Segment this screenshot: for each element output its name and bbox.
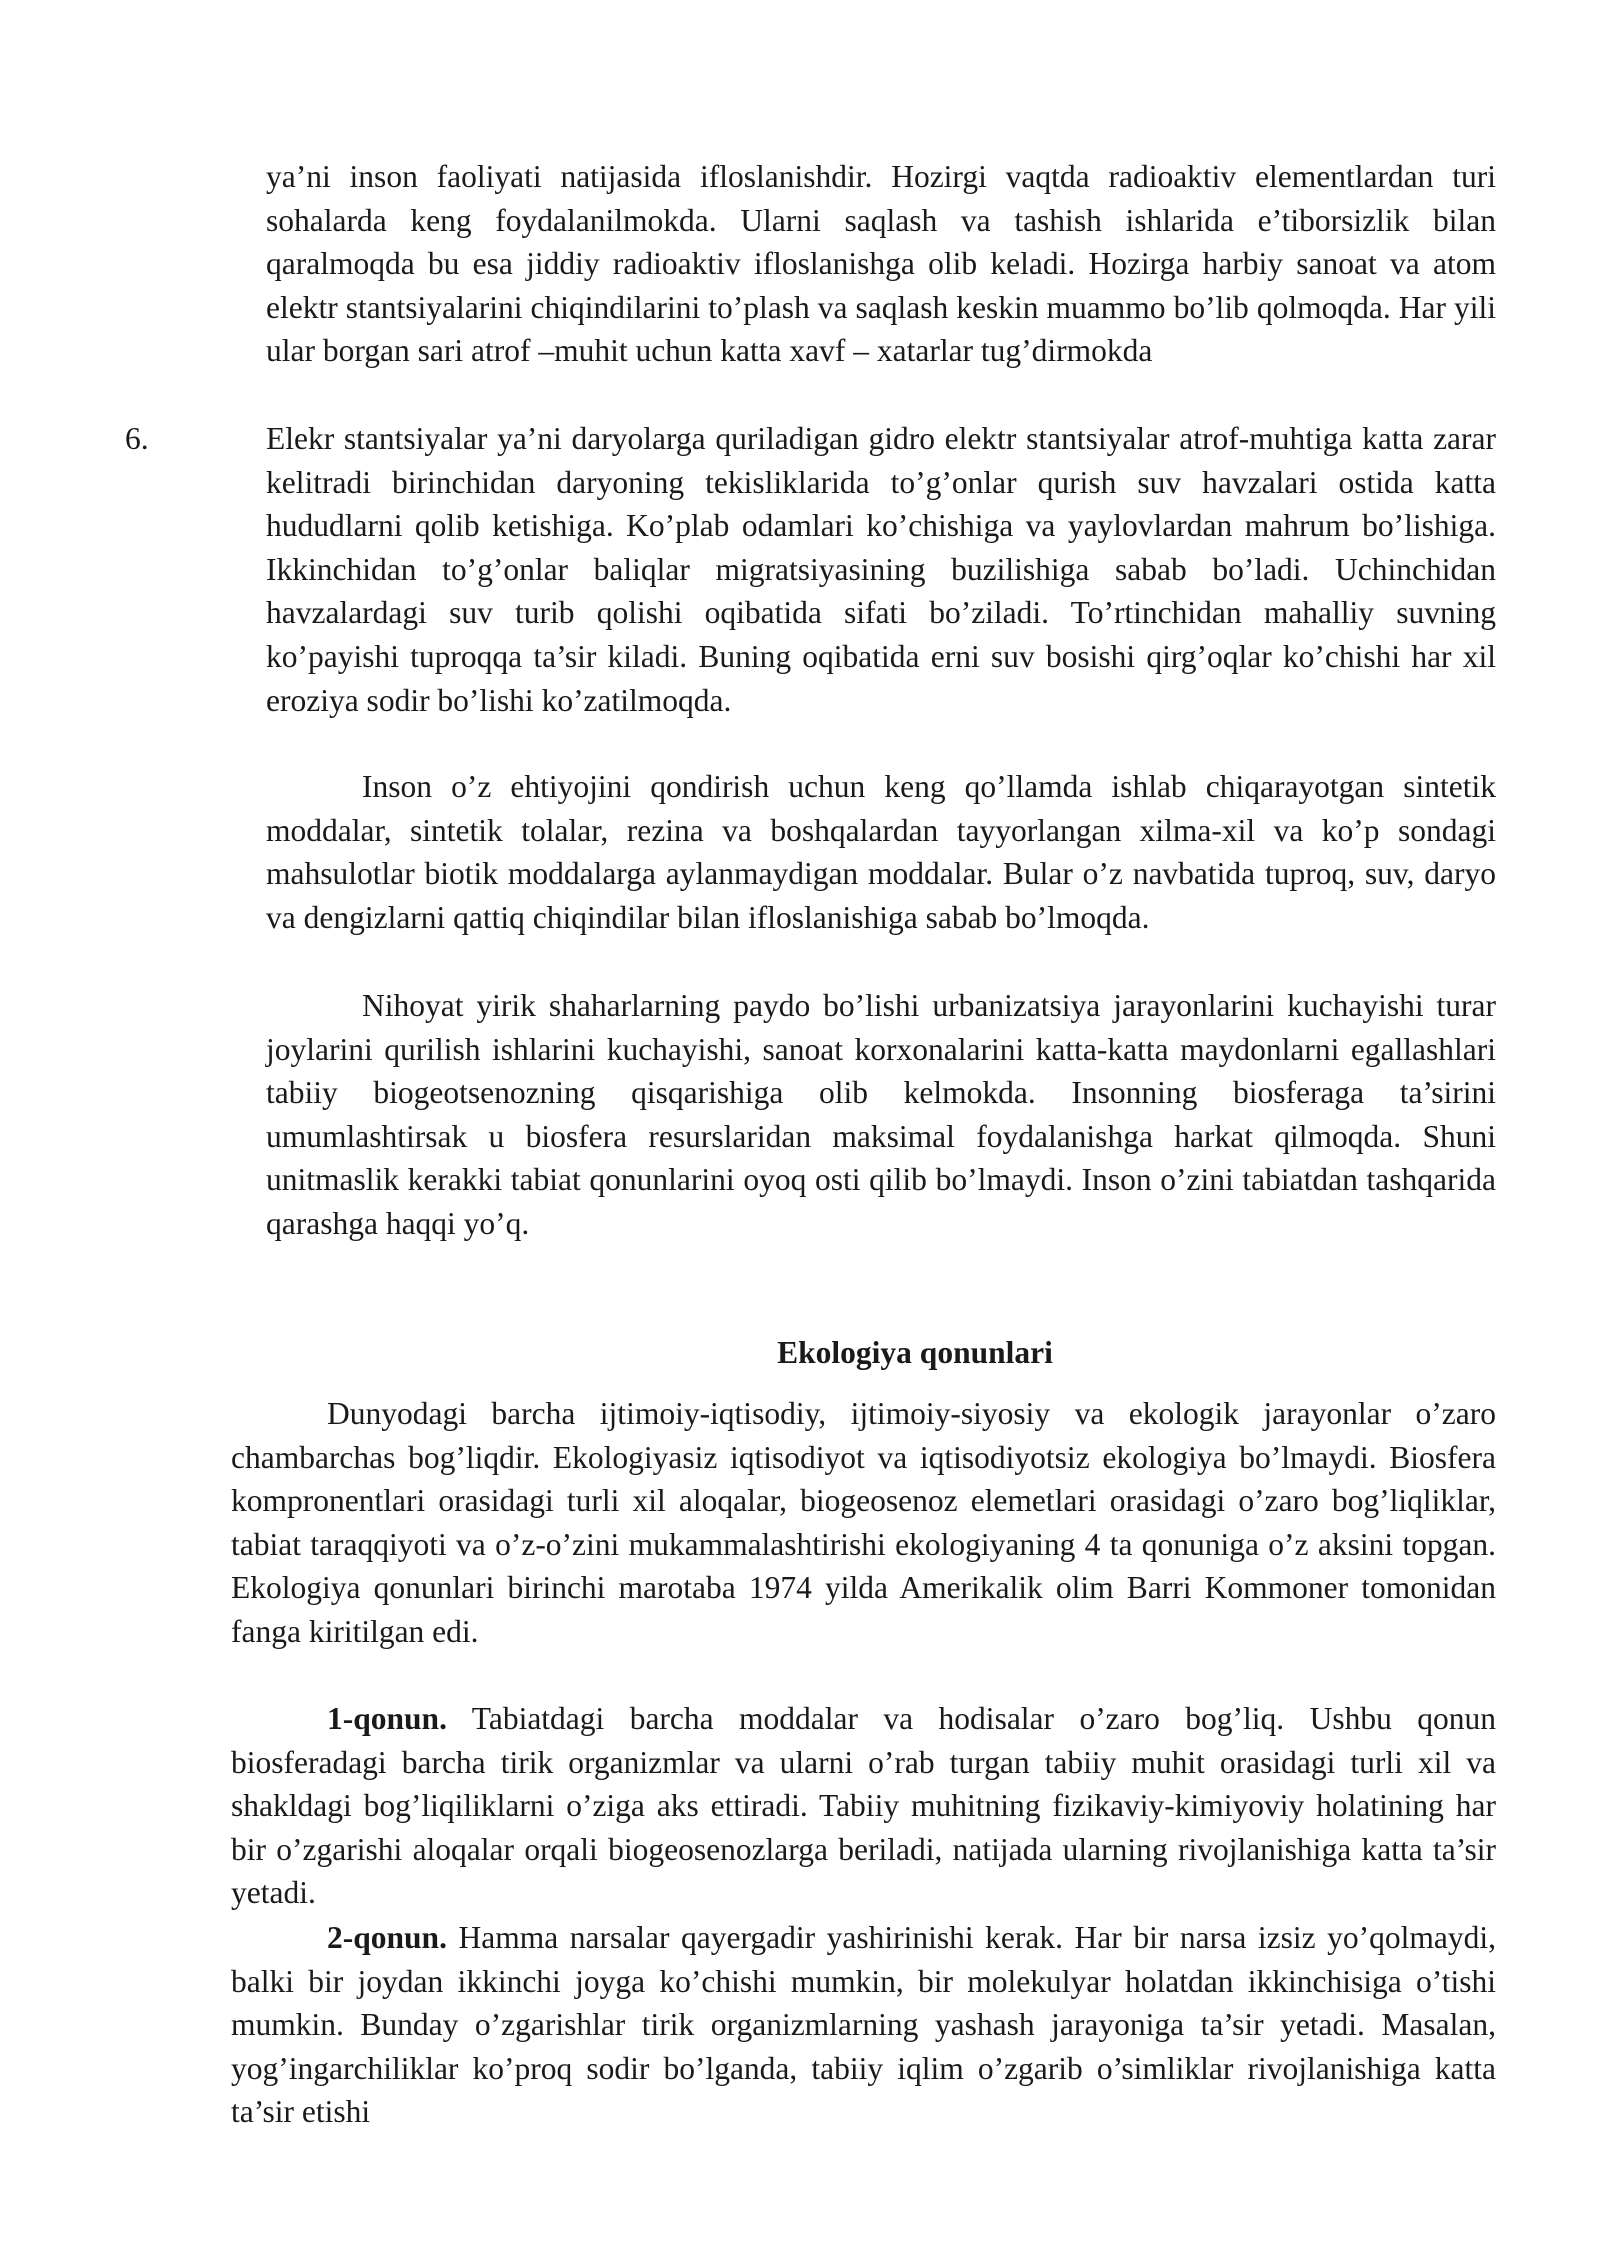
paragraph-urbanization: Nihoyat yirik shaharlarning paydo bo’lishi urbanizatsiya jarayonlarini kuchayishi turar joylarini qurilish ishlarini kuchayishi, sanoat korxonalarini katta-katta maydonlarni egallashlari tabiiy biogeotsenozning qisqarishiga olib kelmokda. Insonning biosferaga ta’sirini umumlashtirsak u biosfera resurslaridan maksimal foydalanishga harkat qilmoqda. Shuni unitmaslik kerakki tabiat qonunlarini oyoq osti qilib bo’lmaydi. Inson o’zini tabiatdan tashqarida qarashga haqqi yo’q. <box>266 988 1496 1241</box>
law-2-text: Hamma narsalar qayergadir yashirinishi kerak. Har bir narsa izsiz yo’qolmaydi, balki bir joydan ikkinchi joyga ko’chishi mumkin, bir molekulyar holatdan ikkinchisiga o’tishi mumkin. Bunday o’zgarishlar tirik organizmlarning yashash jarayoniga ta’sir yetadi. Masalan, yog’ingarchiliklar ko’proq sodir bo’lganda, tabiiy iqlim o’zgarib o’simliklar rivojlanishiga katta ta’sir etishi <box>231 1920 1496 2130</box>
list-item-number: 6. <box>125 421 149 456</box>
paragraph-radioactive-pollution: ya’ni inson faoliyati natijasida ifloslanishdir. Hozirgi vaqtda radioaktiv elementlardan turi sohalarda keng foydalanilmokda. Ularni saqlash va tashish ishlarida e’tiborsizlik bilan qaralmoqda bu esa jiddiy radioaktiv ifloslanishga olib keladi. Hozirga harbiy sanoat va atom elektr stantsiyalarini chiqindilarini to’plash va saqlash keskin muammo bo’lib qolmoqda. Har yili ular borgan sari atrof –muhit uchun katta xavf – xatarlar tug’dirmokda <box>266 159 1496 369</box>
paragraph-ecology-intro: Dunyodagi barcha ijtimoiy-iqtisodiy, ijtimoiy-siyosiy va ekologik jarayonlar o’zaro chambarchas bog’liqdir. Ekologiyasiz iqtisodiyot va iqtisodiyotsiz ekologiya bo’lmaydi. Biosfera kompronentlari orasidagi turli xil aloqalar, biogeosenoz elemetlari orasidagi o’zaro bog’liqliklar, tabiat taraqqiyoti va o’z-o’zini mukammalashtirishi ekologiyaning 4 ta qonuniga o’z aksini topgan. Ekologiya qonunlari birinchi marotaba 1974 yilda Amerikalik olim Barri Kommoner tomonidan fanga kiritilgan edi. <box>231 1396 1496 1649</box>
law-2-label: 2-qonun. <box>327 1920 447 1955</box>
section-heading: Ekologiya qonunlari <box>777 1335 1053 1370</box>
paragraph-synthetic-materials: Inson o’z ehtiyojini qondirish uchun keng qo’llamda ishlab chiqarayotgan sintetik moddalar, sintetik tolalar, rezina va boshqalardan tayyorlangan xilma-xil va ko’p sondagi mahsulotlar biotik moddalarga aylanmaydigan moddalar. Bular o’z navbatida tuproq, suv, daryo va dengizlarni qattiq chiqindilar bilan ifloslanishiga sabab bo’lmoqda. <box>266 769 1496 935</box>
list-item-hydro-power: Elekr stantsiyalar ya’ni daryolarga quriladigan gidro elektr stantsiyalar atrof-muhtiga katta zarar kelitradi birinchidan daryoning tekisliklarida to’g’onlar qurish suv havzalari ostida katta hududlarni qolib ketishiga. Ko’plab odamlari ko’chishiga va yaylovlardan mahrum bo’lishiga. Ikkinchidan to’g’onlar baliqlar migratsiyasining buzilishiga sabab bo’ladi. Uchinchidan havzalardagi suv turib qolishi oqibatida sifati bo’ziladi. To’rtinchidan mahalliy suvning ko’payishi tuproqqa ta’sir kiladi. Buning oqibatida erni suv bosishi qirg’oqlar ko’chishi har xil eroziya sodir bo’lishi ko’zatilmoqda. <box>266 421 1496 718</box>
law-1-text: Tabiatdagi barcha moddalar va hodisalar o’zaro bog’liq. Ushbu qonun biosferadagi barcha tirik organizmlar va ularni o’rab turgan tabiiy muhit orasidagi turli xil va shakldagi bog’liqiliklarni o’ziga aks ettiradi. Tabiiy muhitning fizikaviy-kimiyoviy holatining har bir o’zgarishi aloqalar orqali biogeosenozlarga beriladi, natijada ularning rivojlanishiga katta ta’sir yetadi. <box>231 1701 1496 1911</box>
paragraph-law-1 <box>231 1697 1496 1915</box>
law-1-label: 1-qonun. <box>327 1701 447 1736</box>
paragraph-law-2 <box>231 1916 1496 2134</box>
